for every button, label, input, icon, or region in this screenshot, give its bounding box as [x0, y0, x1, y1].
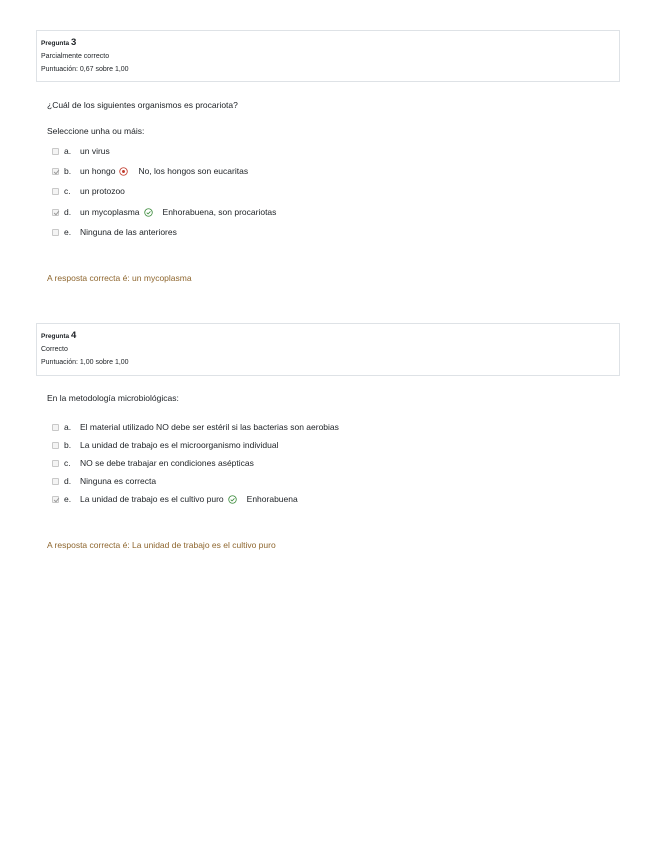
option-text: La unidad de trabajo es el microorganismo individual [80, 440, 279, 450]
option-letter: a. [64, 146, 72, 156]
answer-option-c[interactable] [52, 457, 254, 469]
option-letter: d. [64, 476, 72, 486]
option-text: El material utilizado NO debe ser estéril si las bacterias son aerobias [80, 422, 339, 432]
checkbox[interactable] [52, 188, 59, 195]
question-score: Puntuación: 0,67 sobre 1,00 [41, 66, 129, 73]
checkbox-checked[interactable] [52, 209, 59, 216]
question-state: Parcialmente correcto [41, 53, 110, 60]
answer-option-b[interactable] [52, 439, 278, 451]
checkbox[interactable] [52, 229, 59, 236]
option-text: La unidad de trabajo es el cultivo puro [80, 494, 224, 504]
option-feedback: Enhorabuena [246, 494, 298, 504]
checkbox[interactable] [52, 478, 59, 485]
question-score: Puntuación: 1,00 sobre 1,00 [41, 359, 129, 366]
option-text: Ninguna es correcta [80, 476, 157, 486]
answer-option-e[interactable] [52, 226, 177, 238]
option-letter: b. [64, 166, 72, 176]
option-letter: e. [64, 494, 72, 504]
incorrect-icon [119, 167, 128, 176]
checkbox[interactable] [52, 442, 59, 449]
option-text: Ninguna de las anteriores [80, 227, 177, 237]
question-title [41, 36, 615, 50]
option-text: un mycoplasma [80, 207, 140, 217]
question-info-box [36, 30, 620, 82]
answer-option-d[interactable] [52, 475, 156, 487]
option-letter: c. [64, 458, 71, 468]
checkbox[interactable] [52, 460, 59, 467]
checkbox[interactable] [52, 424, 59, 431]
option-text: un hongo [80, 166, 116, 176]
answer-option-d[interactable] [52, 206, 276, 218]
correct-icon [144, 208, 153, 217]
option-letter: a. [64, 422, 72, 432]
answer-option-a[interactable] [52, 145, 110, 157]
question-text: En la metodología microbiológicas: [47, 393, 179, 403]
option-feedback: Enhorabuena, son procariotas [162, 207, 277, 217]
option-text: un protozoo [80, 186, 125, 196]
question-state: Correcto [41, 346, 68, 353]
question-number: 4 [70, 330, 77, 341]
checkbox-checked[interactable] [52, 168, 59, 175]
right-answer: A resposta correcta é: La unidad de trabajo es el cultivo puro [47, 540, 276, 550]
question-number: 3 [70, 37, 77, 48]
question-label: Pregunta [41, 333, 70, 340]
answer-option-e[interactable] [52, 493, 298, 505]
option-text: un virus [80, 146, 110, 156]
question-title [41, 329, 615, 343]
right-answer: A resposta correcta é: un mycoplasma [47, 273, 192, 283]
checkbox[interactable] [52, 148, 59, 155]
checkbox-checked[interactable] [52, 496, 59, 503]
correct-icon [228, 495, 237, 504]
answer-option-a[interactable] [52, 421, 339, 433]
question-prompt: Seleccione unha ou máis: [47, 126, 145, 136]
option-letter: b. [64, 440, 72, 450]
question-text: ¿Cuál de los siguientes organismos es procariota? [47, 100, 238, 110]
option-text: NO se debe trabajar en condiciones asépticas [80, 458, 254, 468]
option-letter: d. [64, 207, 72, 217]
question-label: Pregunta [41, 40, 70, 47]
answer-option-c[interactable] [52, 185, 125, 197]
question-info-box [36, 323, 620, 376]
option-letter: c. [64, 186, 71, 196]
answer-option-b[interactable] [52, 165, 248, 177]
option-feedback: No, los hongos son eucaritas [138, 166, 249, 176]
option-letter: e. [64, 227, 72, 237]
